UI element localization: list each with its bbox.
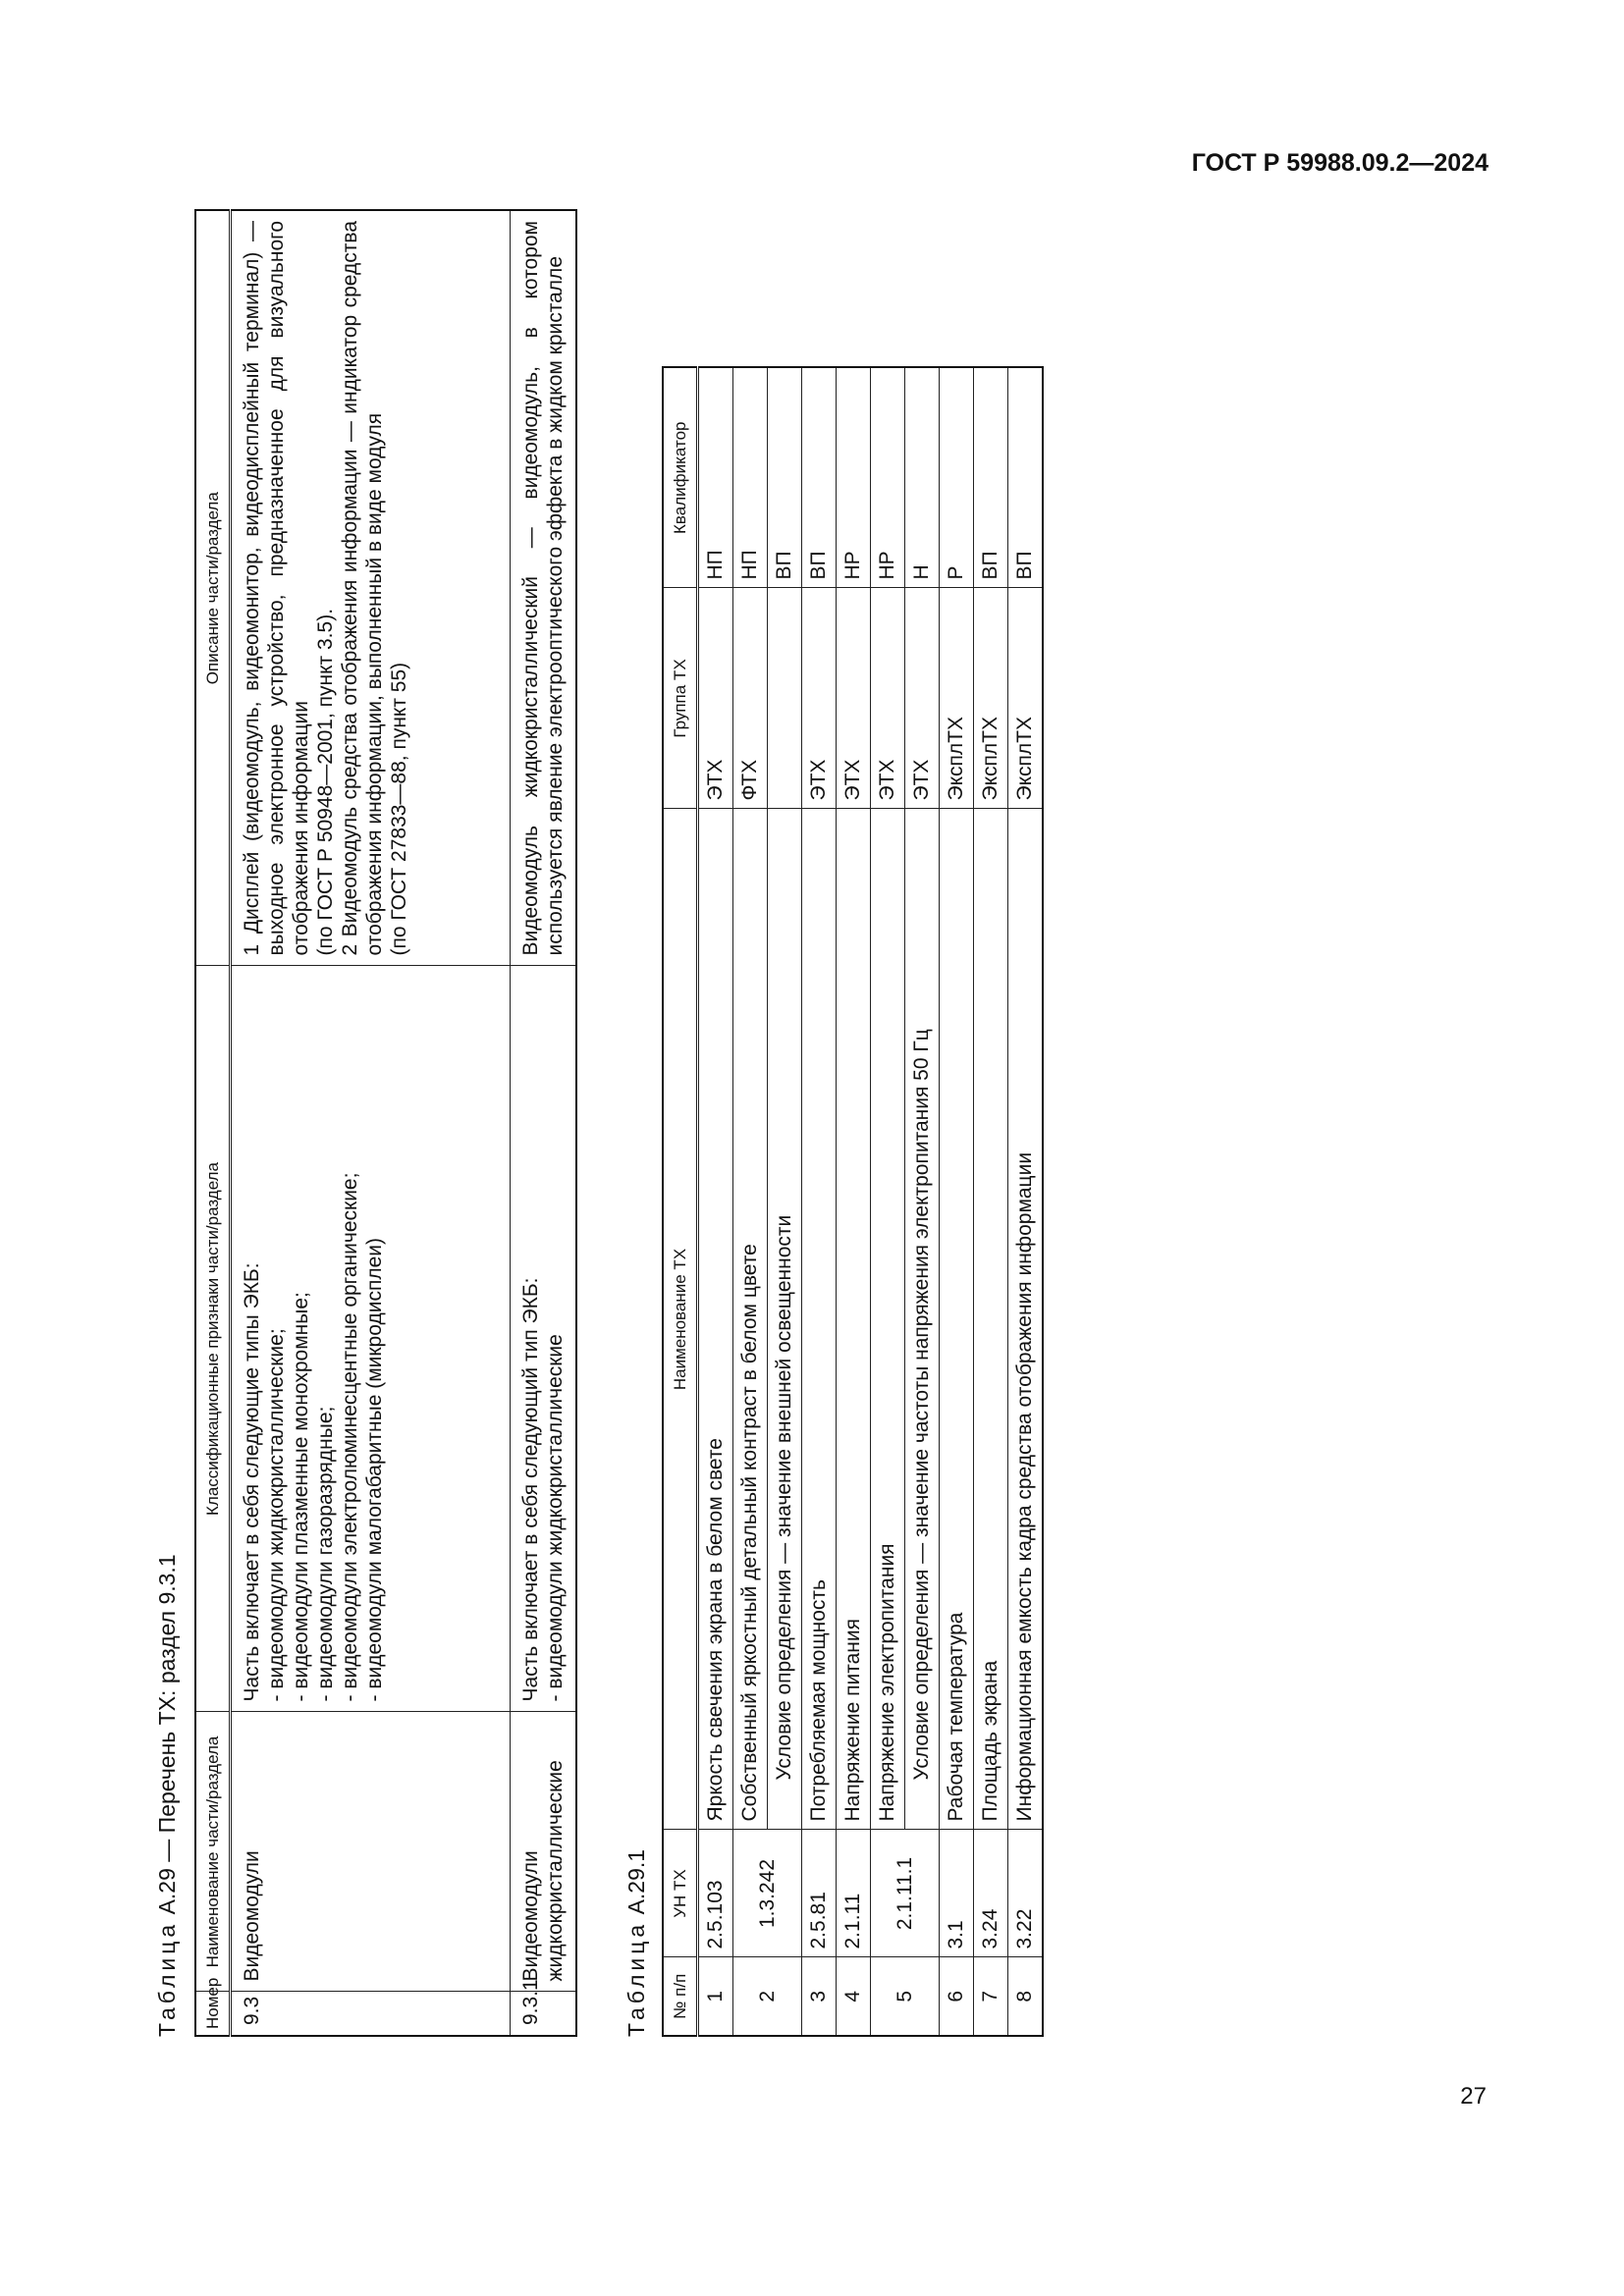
cell-index: 3 (802, 1957, 837, 2036)
list-item: - видеомодули электролюминесцентные органические; (339, 1172, 361, 1702)
caption-rest: А.29 — Перечень ТХ: раздел 9.3.1 (154, 1554, 180, 1915)
cell-code: 2.5.103 (698, 1830, 733, 1957)
cell-group: ЭТХ (837, 588, 871, 809)
cell-name: Информационная емкость кадра средства отображения информации (1008, 809, 1044, 1830)
cell-name: Напряжение электропитания (871, 809, 905, 1830)
document-code: ГОСТ Р 59988.09.2—2024 (1191, 149, 1489, 177)
cell-group: ЭксплТХ (940, 588, 974, 809)
table-row (940, 367, 974, 2036)
cell-condition: Условие определения — значение внешней освещенности (768, 809, 802, 1830)
signs-list (543, 977, 568, 1702)
row-description (231, 210, 511, 966)
description-line: 1 Дисплей (видеомодуль, видеомонитор, видеодисплейный терминал) — выходное электронное устройство, предназначенное для визуального отображения информации (241, 221, 312, 956)
caption-prefix: Таблица (623, 1920, 649, 2037)
cell-group: ЭТХ (871, 588, 905, 809)
col-header-group: Группа ТХ (663, 588, 698, 809)
cell-code: 3.22 (1008, 1830, 1044, 1957)
cell-group: ЭТХ (802, 588, 837, 809)
cell-name: Собственный яркостный детальный контраст в белом цвете (733, 809, 768, 1830)
row-signs (231, 966, 511, 1712)
cell-qualifier: ВП (974, 367, 1008, 588)
cell-name: Площадь экрана (974, 809, 1008, 1830)
table-a29 (194, 209, 577, 2037)
cell-index: 4 (837, 1957, 871, 2036)
rotated-page-content (147, 177, 1208, 2042)
row-name: Видеомодули (231, 1712, 511, 1992)
cell-code: 1.3.242 (733, 1830, 802, 1957)
list-item: - видеомодули малогабаритные (микродисплеи) (363, 1238, 386, 1702)
cell-name: Рабочая температура (940, 809, 974, 1830)
row-signs (511, 966, 577, 1712)
cell-group (768, 588, 802, 809)
cell-group: ЭксплТХ (1008, 588, 1044, 809)
signs-intro: Часть включает в себя следующие типы ЭКБ: (241, 1262, 263, 1702)
cell-index: 8 (1008, 1957, 1044, 2036)
cell-condition: Условие определения — значение частоты напряжения электропитания 50 Гц (905, 809, 940, 1830)
page-number: 27 (1460, 2083, 1487, 2109)
cell-group: ФТХ (733, 588, 768, 809)
table-row (871, 367, 905, 2036)
cell-index: 7 (974, 1957, 1008, 2036)
list-item: - видеомодули жидкокристаллические; (265, 1328, 288, 1702)
caption-rest: А.29.1 (623, 1848, 649, 1915)
cell-qualifier: ВП (1008, 367, 1044, 588)
cell-group: ЭТХ (905, 588, 940, 809)
table-row (1008, 367, 1044, 2036)
table-a291 (662, 366, 1044, 2037)
cell-qualifier: ВП (768, 367, 802, 588)
col-header-description: Описание части/раздела (195, 210, 231, 966)
table-subrow (905, 367, 940, 2036)
col-header-signs: Классификационные признаки части/раздела (195, 966, 231, 1712)
cell-name: Напряжение питания (837, 809, 871, 1830)
cell-group: ЭТХ (698, 588, 733, 809)
row-description (511, 210, 577, 966)
table-row (511, 210, 577, 2036)
col-header-qualifier: Квалификатор (663, 367, 698, 588)
row-name: Видеомодули жидкокристаллические (511, 1712, 577, 1992)
table-row (231, 210, 511, 2036)
cell-index: 2 (733, 1957, 802, 2036)
cell-qualifier: ВП (802, 367, 837, 588)
description-line: 2 Видеомодуль средства отображения информации — индикатор средства отображения информации, выполненный в виде модуля (339, 221, 386, 956)
table-row (837, 367, 871, 2036)
table-header-row (663, 367, 698, 2036)
cell-group: ЭксплТХ (974, 588, 1008, 809)
cell-index: 1 (698, 1957, 733, 2036)
table-header-row (195, 210, 231, 2036)
table-a291-caption (624, 1849, 649, 2037)
table-row (733, 367, 768, 2036)
cell-code: 3.1 (940, 1830, 974, 1957)
cell-index: 5 (871, 1957, 940, 2036)
list-item: - видеомодули газоразрядные; (314, 1406, 337, 1702)
list-item: - видеомодули плазменные монохромные; (290, 1292, 312, 1702)
cell-code: 2.1.11 (837, 1830, 871, 1957)
table-subrow (768, 367, 802, 2036)
col-header-name: Наименование ТХ (663, 809, 698, 1830)
cell-code: 3.24 (974, 1830, 1008, 1957)
cell-qualifier: Н (905, 367, 940, 588)
table-row (974, 367, 1008, 2036)
cell-qualifier: НР (871, 367, 905, 588)
table-a29-caption (155, 1554, 180, 2037)
cell-code: 2.1.11.1 (871, 1830, 940, 1957)
cell-index: 6 (940, 1957, 974, 2036)
cell-name: Потребляемая мощность (802, 809, 837, 1830)
description-line: Видеомодуль жидкокристаллический — видеомодуль, в котором используется явление электрооптического эффекта в жидком кристалле (519, 221, 567, 956)
list-item: - видеомодули жидкокристаллические (544, 1334, 567, 1702)
description-line: (по ГОСТ Р 50948—2001, пункт 3.5). (314, 608, 337, 956)
col-header-number: Номер (195, 1992, 231, 2036)
cell-qualifier: НП (698, 367, 733, 588)
cell-code: 2.5.81 (802, 1830, 837, 1957)
col-header-code: УН ТХ (663, 1830, 698, 1957)
col-header-name: Наименование части/раздела (195, 1712, 231, 1992)
cell-qualifier: НП (733, 367, 768, 588)
cell-name: Яркость свечения экрана в белом свете (698, 809, 733, 1830)
row-number: 9.3.1 (511, 1992, 577, 2036)
signs-intro: Часть включает в себя следующий тип ЭКБ: (519, 1277, 542, 1702)
table-row (802, 367, 837, 2036)
caption-prefix: Таблица (154, 1920, 180, 2037)
row-number: 9.3 (231, 1992, 511, 2036)
cell-qualifier: НР (837, 367, 871, 588)
description-line: (по ГОСТ 27833—88, пункт 55) (388, 662, 410, 956)
signs-list (264, 977, 387, 1702)
col-header-index: № п/п (663, 1957, 698, 2036)
table-row (698, 367, 733, 2036)
cell-qualifier: Р (940, 367, 974, 588)
